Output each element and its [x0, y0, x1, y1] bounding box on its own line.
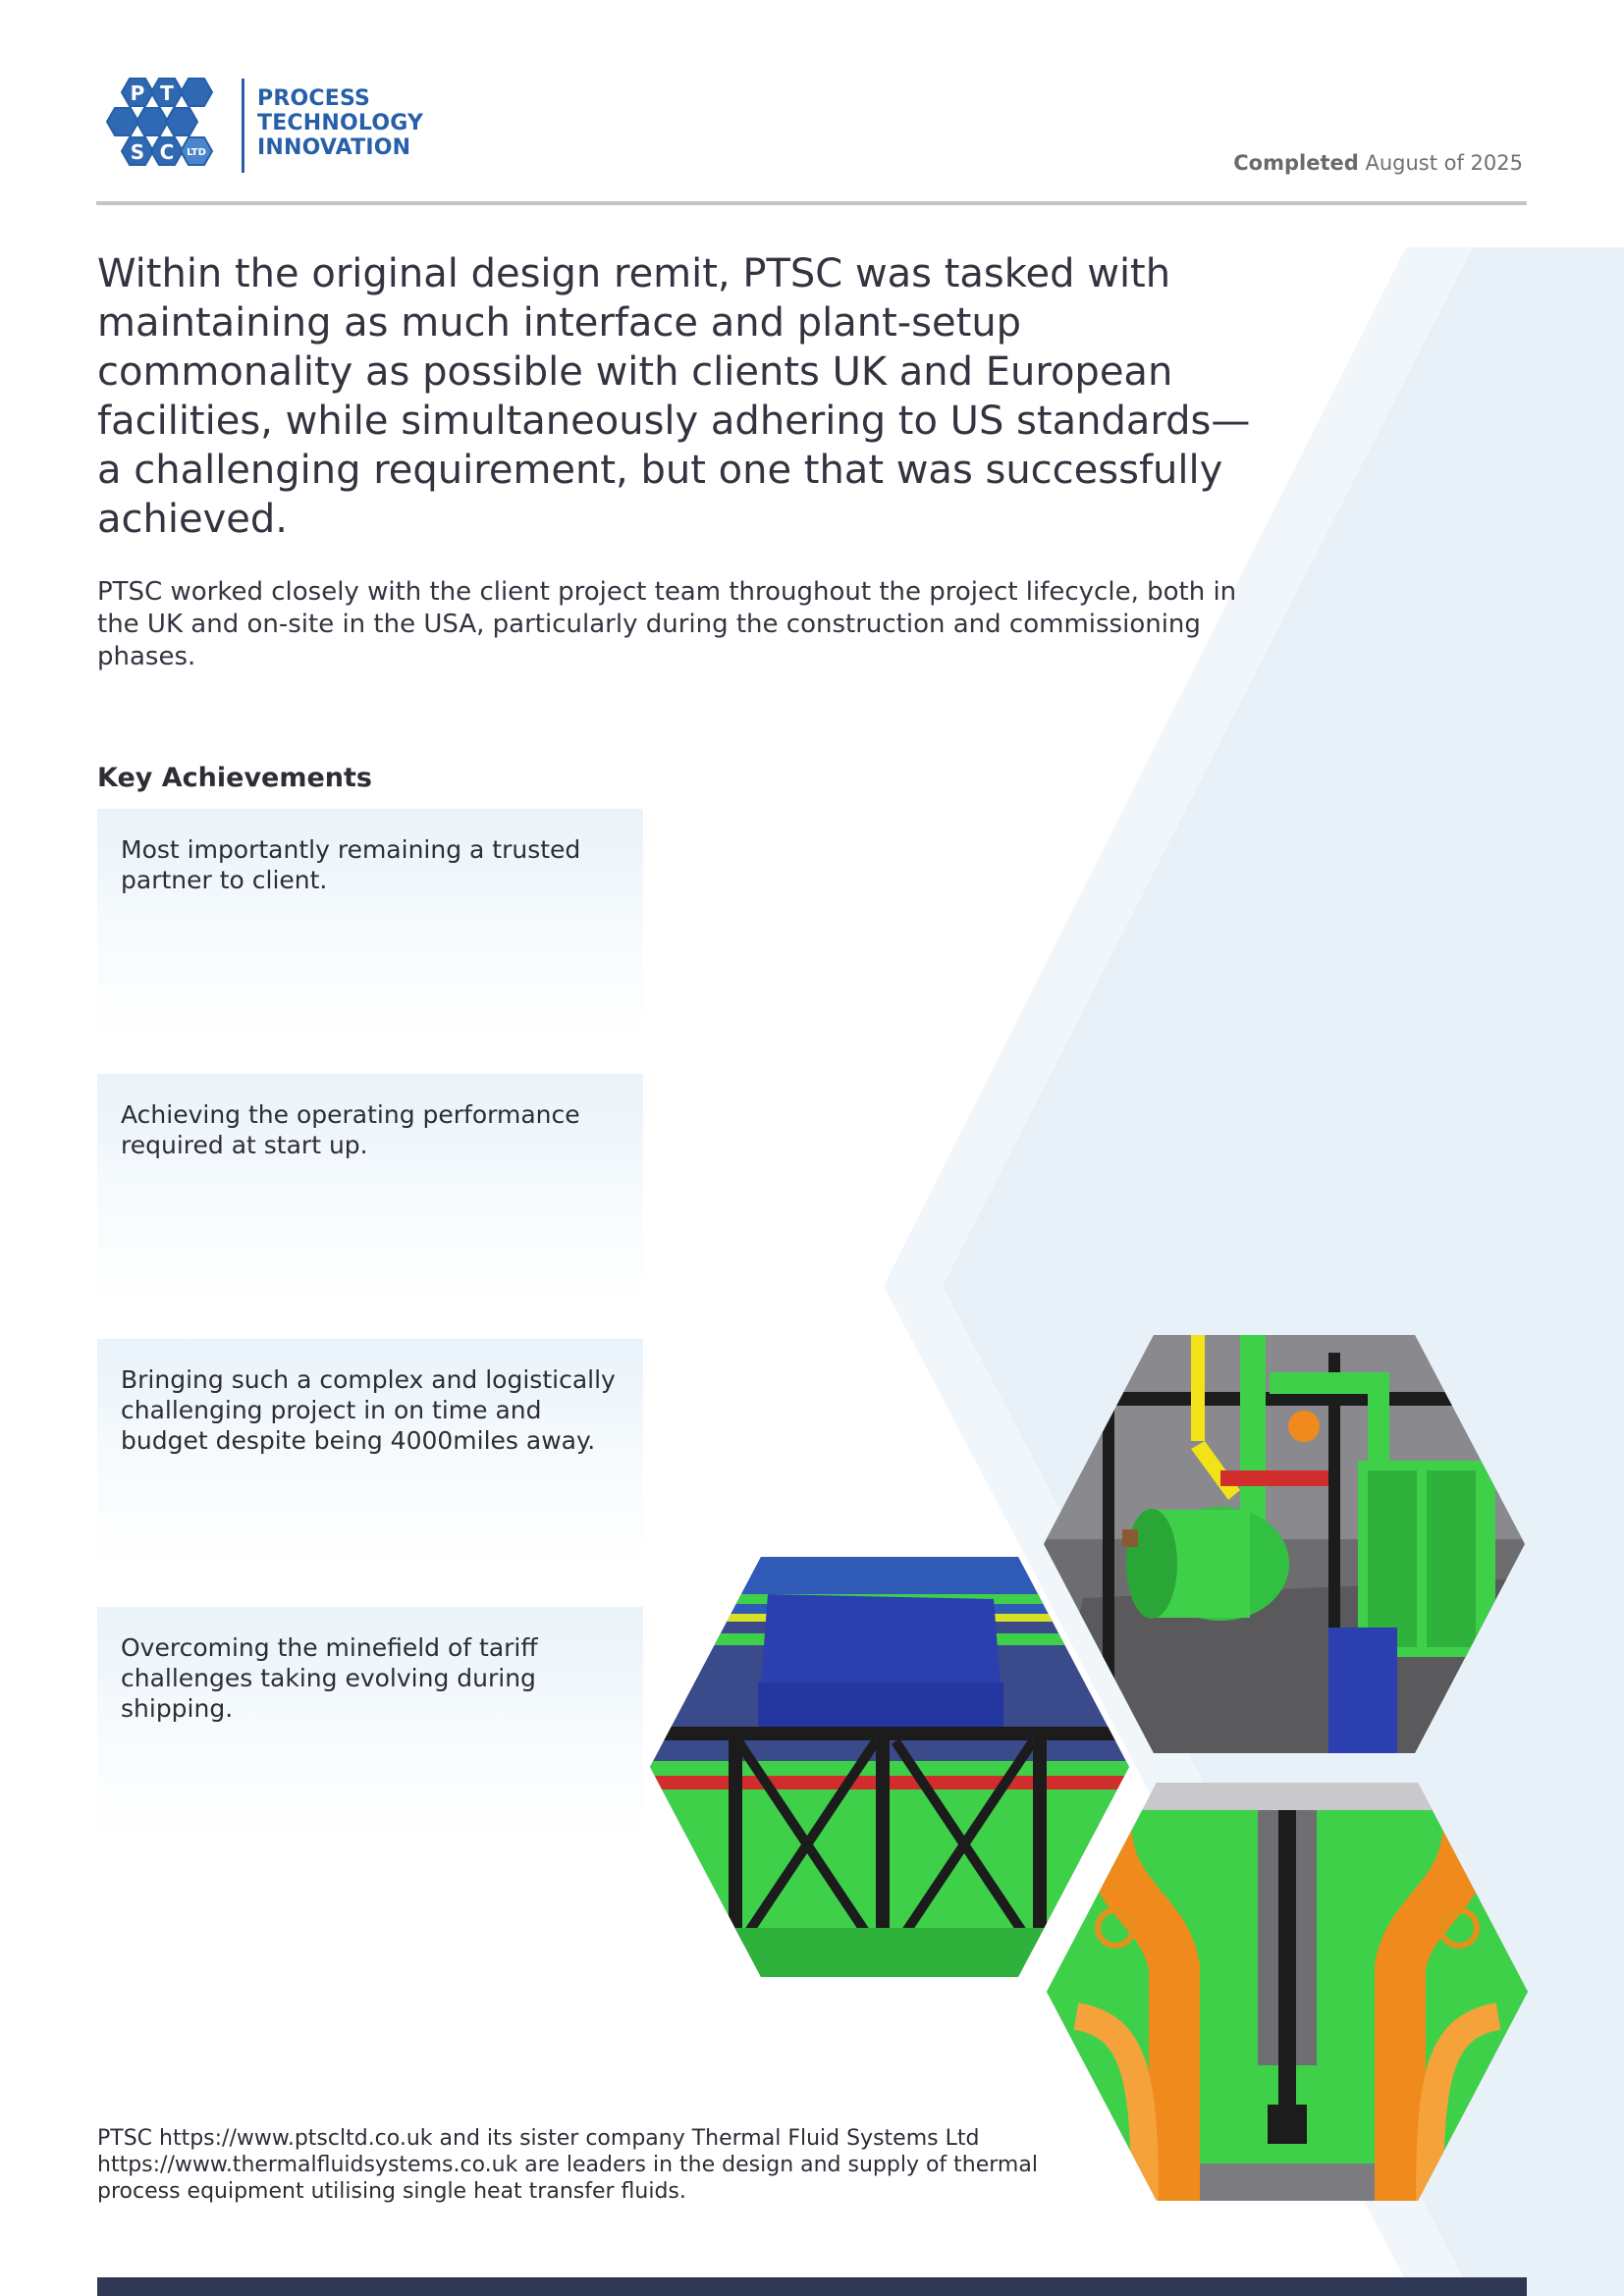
- achievement-card: [97, 1074, 643, 1306]
- logo-letter-ltd: LTD: [187, 147, 206, 158]
- logo-divider: [242, 79, 244, 173]
- achievement-text: Most importantly remaining a trusted partner to client.: [121, 835, 581, 894]
- ptsc-logo: [96, 75, 234, 173]
- achievement-card: [97, 1339, 643, 1571]
- logo-letter-p: P: [130, 81, 145, 105]
- key-achievements-heading: Key Achievements: [97, 763, 373, 793]
- brand-line: INNOVATION: [257, 135, 411, 160]
- completed-date-value: August of 2025: [1365, 151, 1523, 175]
- header-divider: [96, 201, 1527, 205]
- logo-letter-s: S: [130, 140, 145, 164]
- achievement-card: [97, 1607, 643, 1839]
- achievement-text: Bringing such a complex and logistically challenging project in on time and budget despite being 4000miles away.: [121, 1365, 616, 1455]
- achievement-text: Overcoming the minefield of tariff challenges taking evolving during shipping.: [121, 1633, 538, 1723]
- body-paragraph: PTSC worked closely with the client project team throughout the project lifecycle, both in the UK and on-site in the USA, particularly during the construction and commissioning phases.: [97, 577, 1237, 671]
- plant-render-pipework-image: [1047, 1781, 1528, 2203]
- logo-letter-t: T: [160, 81, 174, 105]
- achievement-text: Achieving the operating performance required at start up.: [121, 1100, 580, 1159]
- completed-label: Completed: [1233, 151, 1359, 175]
- brand-line: PROCESS: [257, 86, 371, 111]
- brand-tagline: [257, 86, 423, 160]
- company-footnote: PTSC https://www.ptscltd.co.uk and its sister company Thermal Fluid Systems Ltd https://www.thermalfluidsystems.co.uk are leaders in the design and supply of thermal process equipment utilising single heat transfer fluids.: [97, 2126, 1038, 2204]
- lead-paragraph: Within the original design remit, PTSC was tasked with maintaining as much interface and plant-setup commonality as possible with clients UK and European facilities, while simultaneously adhering to US standards—a challenging requirement, but one that was successfully achieved.: [97, 251, 1251, 542]
- completion-date: [1233, 151, 1523, 175]
- achievement-card: [97, 809, 643, 1041]
- logo-letter-c: C: [159, 140, 175, 164]
- brand-line: TECHNOLOGY: [257, 111, 424, 135]
- footer-bar: [97, 2277, 1527, 2296]
